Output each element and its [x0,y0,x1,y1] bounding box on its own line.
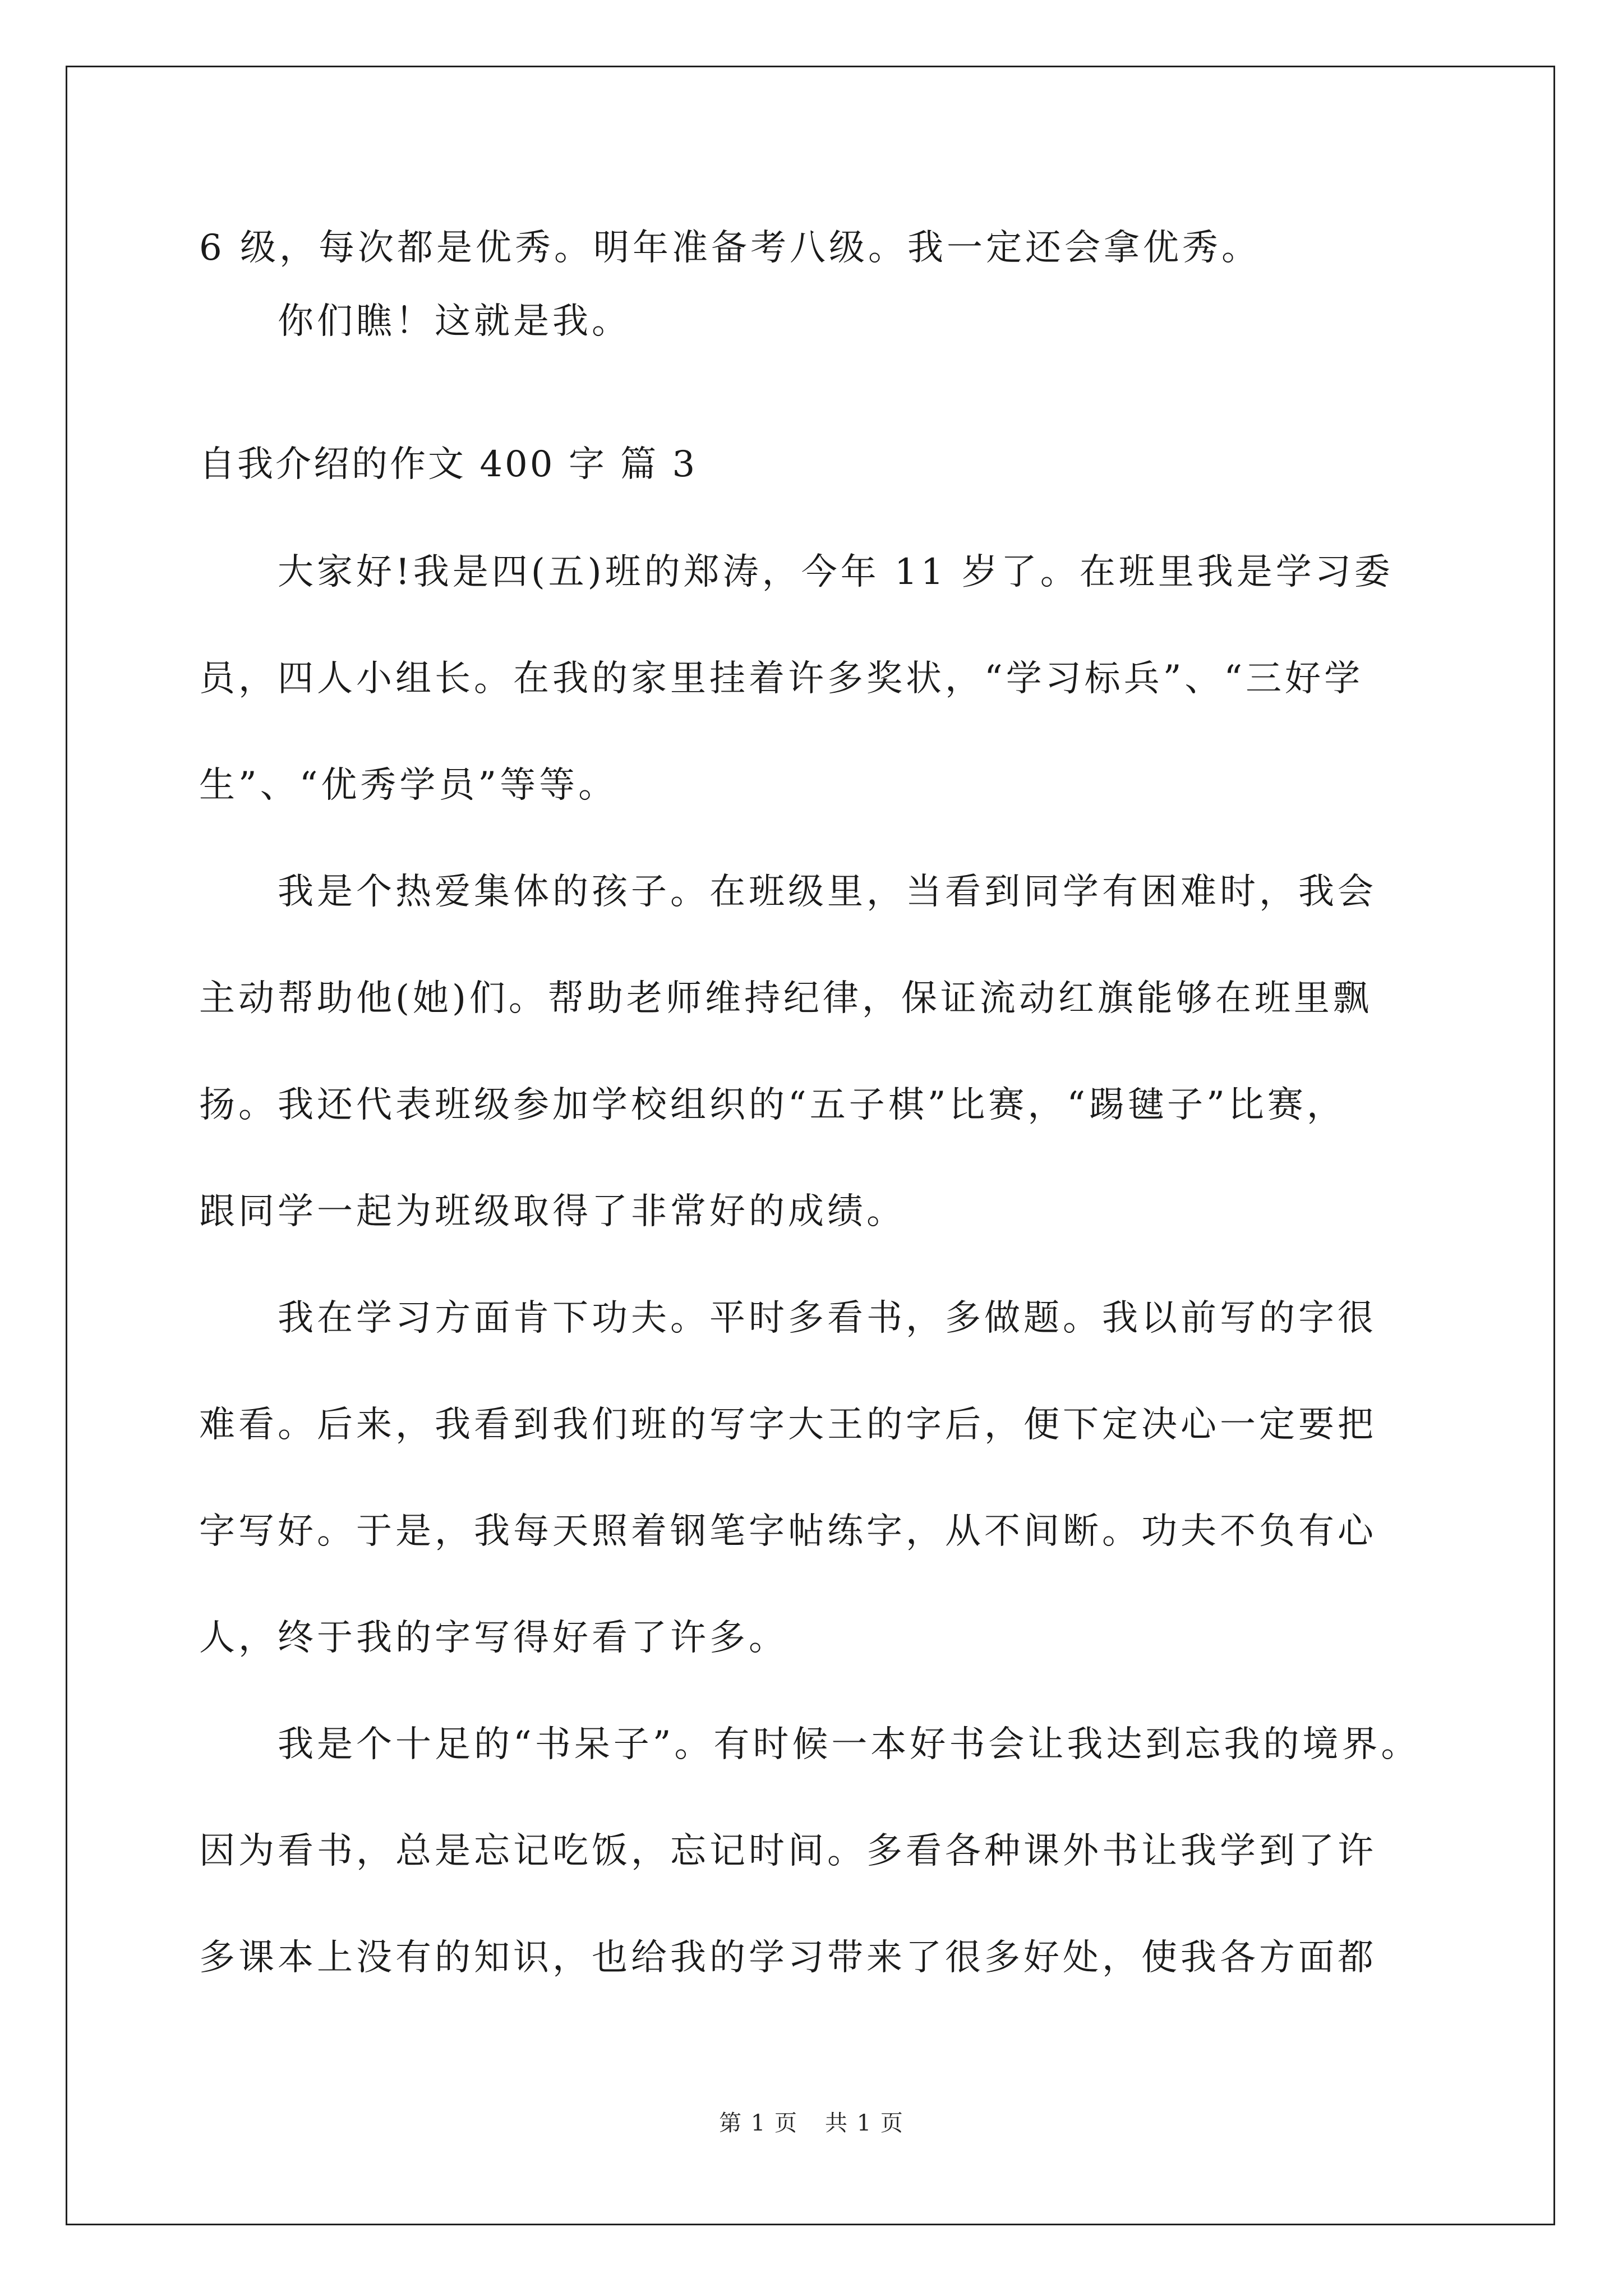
page-footer [0,2109,1623,2137]
paragraph-line: 员，四人小组长。在我的家里挂着许多奖状，“学习标兵”、“三好学 [199,658,1364,700]
paragraph-line: 我是个十足的“书呆子”。有时候一本好书会让我达到忘我的境界。 [199,1724,1421,1765]
paragraph-line: 大家好!我是四(五)班的郑涛，今年 11 岁了。在班里我是学习委 [199,551,1394,593]
page-number: 第 1 页 [719,2110,798,2136]
paragraph-line: 跟同学一起为班级取得了非常好的成绩。 [199,1191,906,1232]
paragraph-line: 人，终于我的字写得好看了许多。 [199,1617,788,1659]
paragraph-line: 你们瞧！这就是我。 [199,301,631,342]
paragraph-line: 字写好。于是，我每天照着钢笔字帖练字，从不间断。功夫不负有心 [199,1511,1377,1552]
paragraph-line: 因为看书，总是忘记吃饭，忘记时间。多看各种课外书让我学到了许 [199,1830,1377,1872]
section-heading: 自我介绍的作文 400 字 篇 3 [199,444,698,485]
paragraph-line: 扬。我还代表班级参加学校组织的“五子棋”比赛，“踢毽子”比赛， [199,1084,1346,1126]
page-total: 共 1 页 [825,2110,904,2136]
paragraph-line: 生”、“优秀学员”等等。 [199,765,618,806]
paragraph-line: 6 级，每次都是优秀。明年准备考八级。我一定还会拿优秀。 [199,227,1261,269]
paragraph-line: 我是个热爱集体的孩子。在班级里，当看到同学有困难时，我会 [199,871,1377,913]
page-border [66,66,1555,2225]
paragraph-line: 多课本上没有的知识，也给我的学习带来了很多好处，使我各方面都 [199,1937,1377,1978]
paragraph-line: 主动帮助他(她)们。帮助老师维持纪律，保证流动红旗能够在班里飘 [199,978,1372,1019]
paragraph-line: 我在学习方面肯下功夫。平时多看书，多做题。我以前写的字很 [199,1297,1377,1339]
paragraph-line: 难看。后来，我看到我们班的写字大王的字后，便下定决心一定要把 [199,1404,1377,1446]
